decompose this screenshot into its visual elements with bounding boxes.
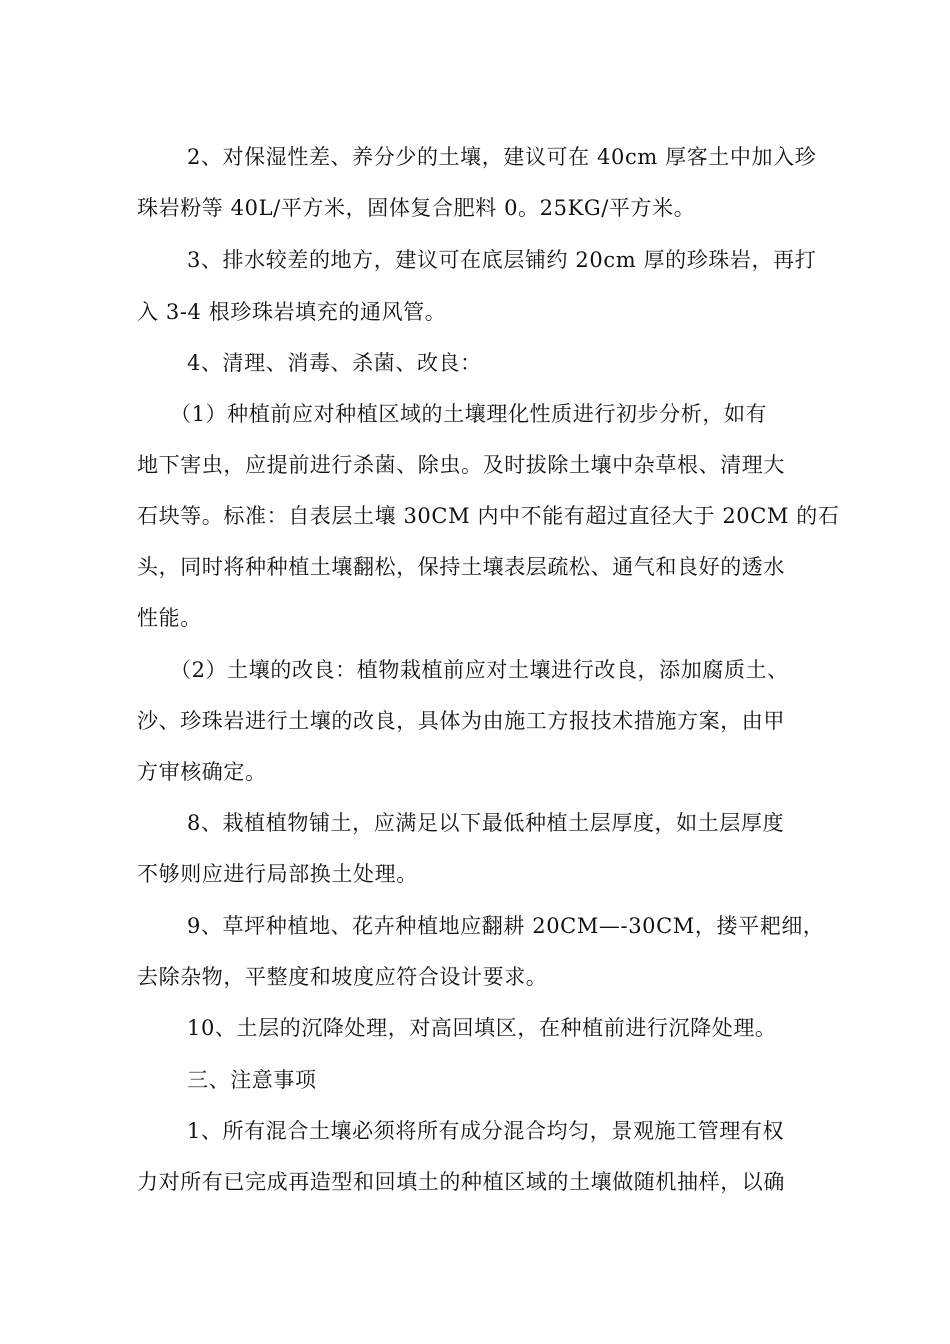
text-line: （2）土壤的改良：植物栽植前应对土壤进行改良，添加腐质土、 (170, 658, 789, 682)
text-line: 沙、珍珠岩进行土壤的改良，具体为由施工方报技术措施方案，由甲 (137, 709, 785, 733)
section-heading: 三、注意事项 (187, 1068, 317, 1092)
text-line: 性能。 (137, 606, 202, 630)
text-line: 1、所有混合土壤必须将所有成分混合均匀，景观施工管理有权 (187, 1119, 785, 1143)
text-line: 地下害虫，应提前进行杀菌、除虫。及时拔除土壤中杂草根、清理大 (137, 453, 785, 477)
text-line: 方审核确定。 (137, 760, 267, 784)
text-line: 力对所有已完成再造型和回填土的种植区域的土壤做随机抽样，以确 (137, 1170, 785, 1194)
text-line: 4、清理、消毒、杀菌、改良： (187, 351, 482, 375)
text-line: 去除杂物，平整度和坡度应符合设计要求。 (137, 965, 548, 989)
text-line: 石块等。标准：自表层土壤 30CM 内中不能有超过直径大于 20CM 的石 (137, 504, 840, 528)
text-line: 10、土层的沉降处理，对高回填区，在种植前进行沉降处理。 (187, 1016, 777, 1040)
text-line: 珠岩粉等 40L/平方米，固体复合肥料 0。25KG/平方米。 (137, 196, 696, 220)
text-line: 9、草坪种植地、花卉种植地应翻耕 20CM—-30CM，搂平耙细， (187, 914, 825, 938)
text-line: 2、对保湿性差、养分少的土壤，建议可在 40cm 厚客土中加入珍 (187, 145, 817, 169)
text-line: 不够则应进行局部换土处理。 (137, 862, 418, 886)
text-line: 入 3-4 根珍珠岩填充的通风管。 (137, 300, 447, 324)
text-line: 8、栽植植物铺土，应满足以下最低种植土层厚度，如土层厚度 (187, 811, 785, 835)
text-line: 头，同时将种种植土壤翻松，保持土壤表层疏松、通气和良好的透水 (137, 555, 785, 579)
text-line: 3、排水较差的地方，建议可在底层铺约 20cm 厚的珍珠岩，再打 (187, 248, 817, 272)
text-line: （1）种植前应对种植区域的土壤理化性质进行初步分析，如有 (170, 402, 768, 426)
